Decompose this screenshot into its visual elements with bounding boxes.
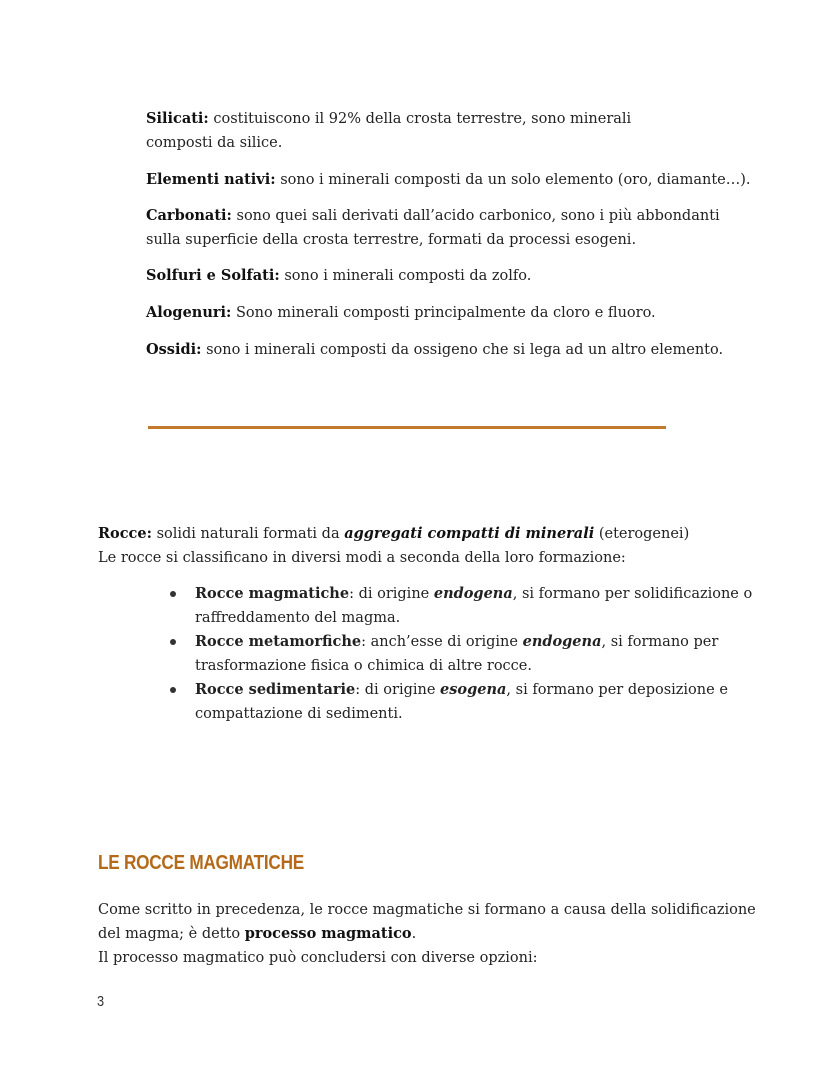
rocks-definition [98,522,689,570]
rock-types-list [169,582,789,726]
rock-type-pre: : anch’esse di origine [361,634,523,650]
mineral-silicati [146,107,631,155]
rock-type-pre: : di origine [355,682,441,698]
rock-type-post: , si formano per solidificazione o raffreddamento del magma. [195,586,753,626]
rocks-text-after: (eterogenei) [594,526,690,542]
section-body [98,898,756,970]
mineral-ossidi [146,338,723,362]
mineral-alogenuri [146,301,656,325]
mineral-term: Elementi nativi: [146,171,276,188]
list-item [169,630,789,678]
rocks-classification: Le rocce si classificano in diversi modi a seconda della loro formazione: [98,550,626,566]
mineral-desc: sono quei sali derivati dall’acido carbonico, sono i più abbondanti [231,208,720,224]
rock-type-origin: endogena [522,633,602,650]
list-item [169,582,789,630]
mineral-solfuri [146,264,531,288]
bullet-icon [170,639,176,645]
section-line: Come scritto in precedenza, le rocce magmatiche si formano a causa della solidificazione [98,902,756,918]
section-divider [148,426,666,429]
mineral-desc: sono i minerali composti da ossigeno che si lega ad un altro elemento. [201,342,724,358]
mineral-desc-cont: sulla superficie della crosta terrestre, formati da processi esogeni. [146,232,637,248]
rock-type-name: Rocce sedimentarie [195,681,356,698]
rock-type-name: Rocce magmatiche [195,585,350,602]
mineral-desc: Sono minerali composti principalmente da cloro e fluoro. [231,305,656,321]
mineral-desc: costituiscono il 92% della crosta terrestre, sono minerali [208,111,632,127]
rock-type-origin: esogena [440,681,507,698]
rocks-term: Rocce: [98,525,152,542]
mineral-term: Carbonati: [146,207,232,224]
mineral-term: Ossidi: [146,341,202,358]
mineral-desc-cont: composti da silice. [146,135,283,151]
rock-type-origin: endogena [433,585,513,602]
mineral-elementi-nativi [146,168,751,192]
list-item [169,678,789,726]
mineral-term: Solfuri e Solfati: [146,267,280,284]
rock-type-post: , si formano per trasformazione fisica o chimica di altre rocce. [195,634,719,674]
rocks-text: solidi naturali formati da [151,526,345,542]
bullet-icon [170,591,176,597]
section-line: del magma; è detto [98,926,245,942]
mineral-desc: sono i minerali composti da zolfo. [279,268,532,284]
mineral-term: Silicati: [146,110,209,127]
rock-type-pre: : di origine [349,586,434,602]
mineral-carbonati [146,204,720,252]
mineral-term: Alogenuri: [146,304,232,321]
section-heading: LE ROCCE MAGMATICHE [98,852,304,874]
bullet-icon [170,687,176,693]
rocks-emphasis: aggregati compatti di minerali [344,525,595,542]
rock-type-post: , si formano per deposizione e compattazione di sedimenti. [195,682,728,722]
rock-type-name: Rocce metamorfiche [195,633,362,650]
mineral-desc: sono i minerali composti da un solo elemento (oro, diamante…). [275,172,751,188]
page-number: 3 [97,993,105,1010]
section-bold-term: processo magmatico [244,925,412,942]
section-line-end: . [411,926,417,942]
section-line: Il processo magmatico può concludersi con diverse opzioni: [98,950,538,966]
